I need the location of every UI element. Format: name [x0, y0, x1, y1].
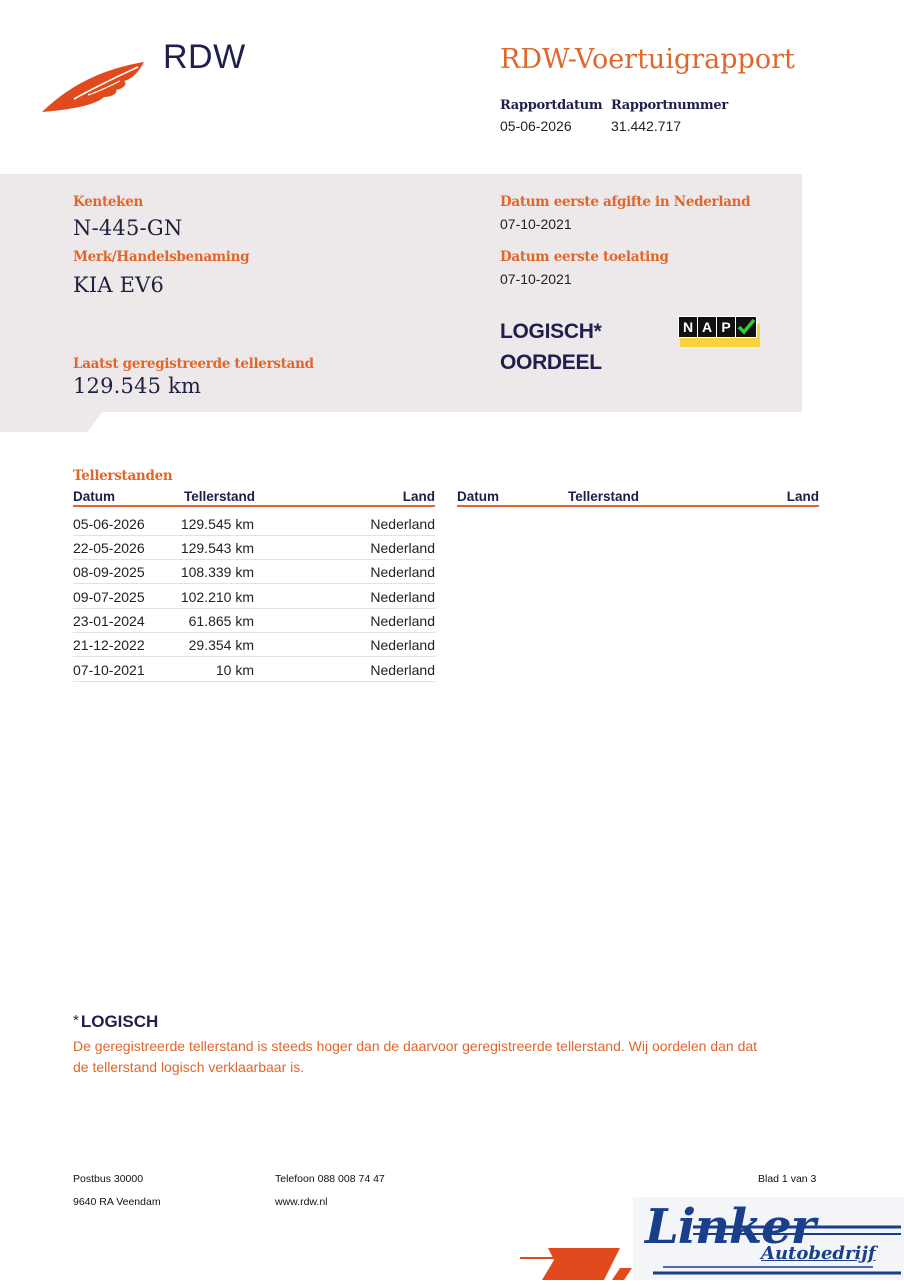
- plate-label: Kenteken: [73, 194, 144, 210]
- row-date: 22-05-2026: [73, 540, 145, 556]
- row-odometer: 10 km: [215, 662, 254, 678]
- col-country-header: Land: [402, 489, 435, 504]
- dealer-logo-sub: Autobedrijf: [761, 1243, 876, 1264]
- make-value: KIA EV6: [73, 273, 165, 297]
- table-row: [73, 511, 435, 536]
- footer-website[interactable]: www.rdw.nl: [275, 1196, 328, 1208]
- odometer-value: 129.545 km: [73, 374, 202, 398]
- row-odometer: 129.545 km: [180, 516, 254, 532]
- first-admission-label: Datum eerste toelating: [500, 249, 669, 265]
- footer-postbus: Postbus 30000: [73, 1173, 144, 1185]
- first-admission-value: 07-10-2021: [500, 271, 572, 287]
- row-country: Nederland: [370, 637, 435, 653]
- panel-tab-decoration: [0, 410, 104, 432]
- rdw-leaf-icon: [40, 55, 150, 117]
- row-country: Nederland: [370, 662, 435, 678]
- odometer-label: Laatst geregistreerde tellerstand: [73, 356, 314, 372]
- row-date: 09-07-2025: [73, 589, 145, 605]
- footer-phone: Telefoon 088 008 74 47: [275, 1173, 385, 1185]
- row-country: Nederland: [370, 589, 435, 605]
- report-number: 31.442.717: [611, 118, 682, 134]
- verdict-line-1: LOGISCH*: [500, 320, 602, 343]
- col-odometer-header: Tellerstand: [184, 489, 256, 504]
- plate-value: N-445-GN: [73, 216, 183, 240]
- table-row: [73, 608, 435, 633]
- table-row: [73, 632, 435, 657]
- table-header-rule-left: [73, 505, 435, 507]
- note-heading: [73, 1012, 158, 1032]
- col-date-header: Datum: [73, 489, 116, 504]
- report-date-label: Rapportdatum: [500, 98, 603, 113]
- row-odometer: 108.339 km: [180, 564, 254, 580]
- footer-arrow-decoration: [520, 1240, 640, 1280]
- make-label: Merk/Handelsbenaming: [73, 249, 250, 265]
- col-date-header-right: Datum: [457, 489, 500, 504]
- note-asterisk: *: [73, 1012, 79, 1029]
- note-title: LOGISCH: [80, 1012, 159, 1031]
- table-row: [73, 559, 435, 584]
- table-row: [73, 535, 435, 560]
- report-title: RDW-Voertuigrapport: [500, 44, 795, 75]
- col-country-header-right: Land: [786, 489, 819, 504]
- table-header-rule-right: [457, 505, 819, 507]
- row-date: 08-09-2025: [73, 564, 145, 580]
- row-odometer: 29.354 km: [188, 637, 254, 653]
- footer-city: 9640 RA Veendam: [73, 1196, 161, 1208]
- row-country: Nederland: [370, 540, 435, 556]
- col-odometer-header-right: Tellerstand: [568, 489, 640, 504]
- first-issue-label: Datum eerste afgifte in Nederland: [500, 194, 751, 210]
- dealer-logo: [633, 1197, 904, 1280]
- row-date: 23-01-2024: [73, 613, 145, 629]
- dealer-logo-main: Linker: [645, 1199, 815, 1255]
- nap-check-icon: [735, 316, 757, 338]
- nap-letter-n: N: [678, 316, 698, 338]
- verdict-line-2: OORDEEL: [500, 351, 602, 374]
- readings-title: Tellerstanden: [73, 468, 173, 484]
- table-row: [73, 584, 435, 609]
- row-odometer: 129.543 km: [180, 540, 254, 556]
- row-odometer: 61.865 km: [188, 613, 254, 629]
- row-date: 07-10-2021: [73, 662, 145, 678]
- report-date: 05-06-2026: [500, 118, 572, 134]
- report-number-label: Rapportnummer: [611, 98, 728, 113]
- row-date: 21-12-2022: [73, 637, 145, 653]
- row-country: Nederland: [370, 516, 435, 532]
- nap-letter-p: P: [716, 316, 736, 338]
- footer-page-number: Blad 1 van 3: [758, 1173, 817, 1185]
- nap-badge: [678, 316, 760, 348]
- row-odometer: 102.210 km: [180, 589, 254, 605]
- nap-letter-a: A: [697, 316, 717, 338]
- table-row: [73, 657, 435, 682]
- brand-name: RDW: [163, 38, 246, 76]
- row-date: 05-06-2026: [73, 516, 145, 532]
- first-issue-value: 07-10-2021: [500, 216, 572, 232]
- row-country: Nederland: [370, 613, 435, 629]
- row-country: Nederland: [370, 564, 435, 580]
- rdw-logo: [40, 55, 150, 117]
- note-text: De geregistreerde tellerstand is steeds hoger dan de daarvoor geregistreerde tellerstand. Wij oordelen dan dat de tellerstand logisch verklaarbaar is.: [73, 1038, 758, 1075]
